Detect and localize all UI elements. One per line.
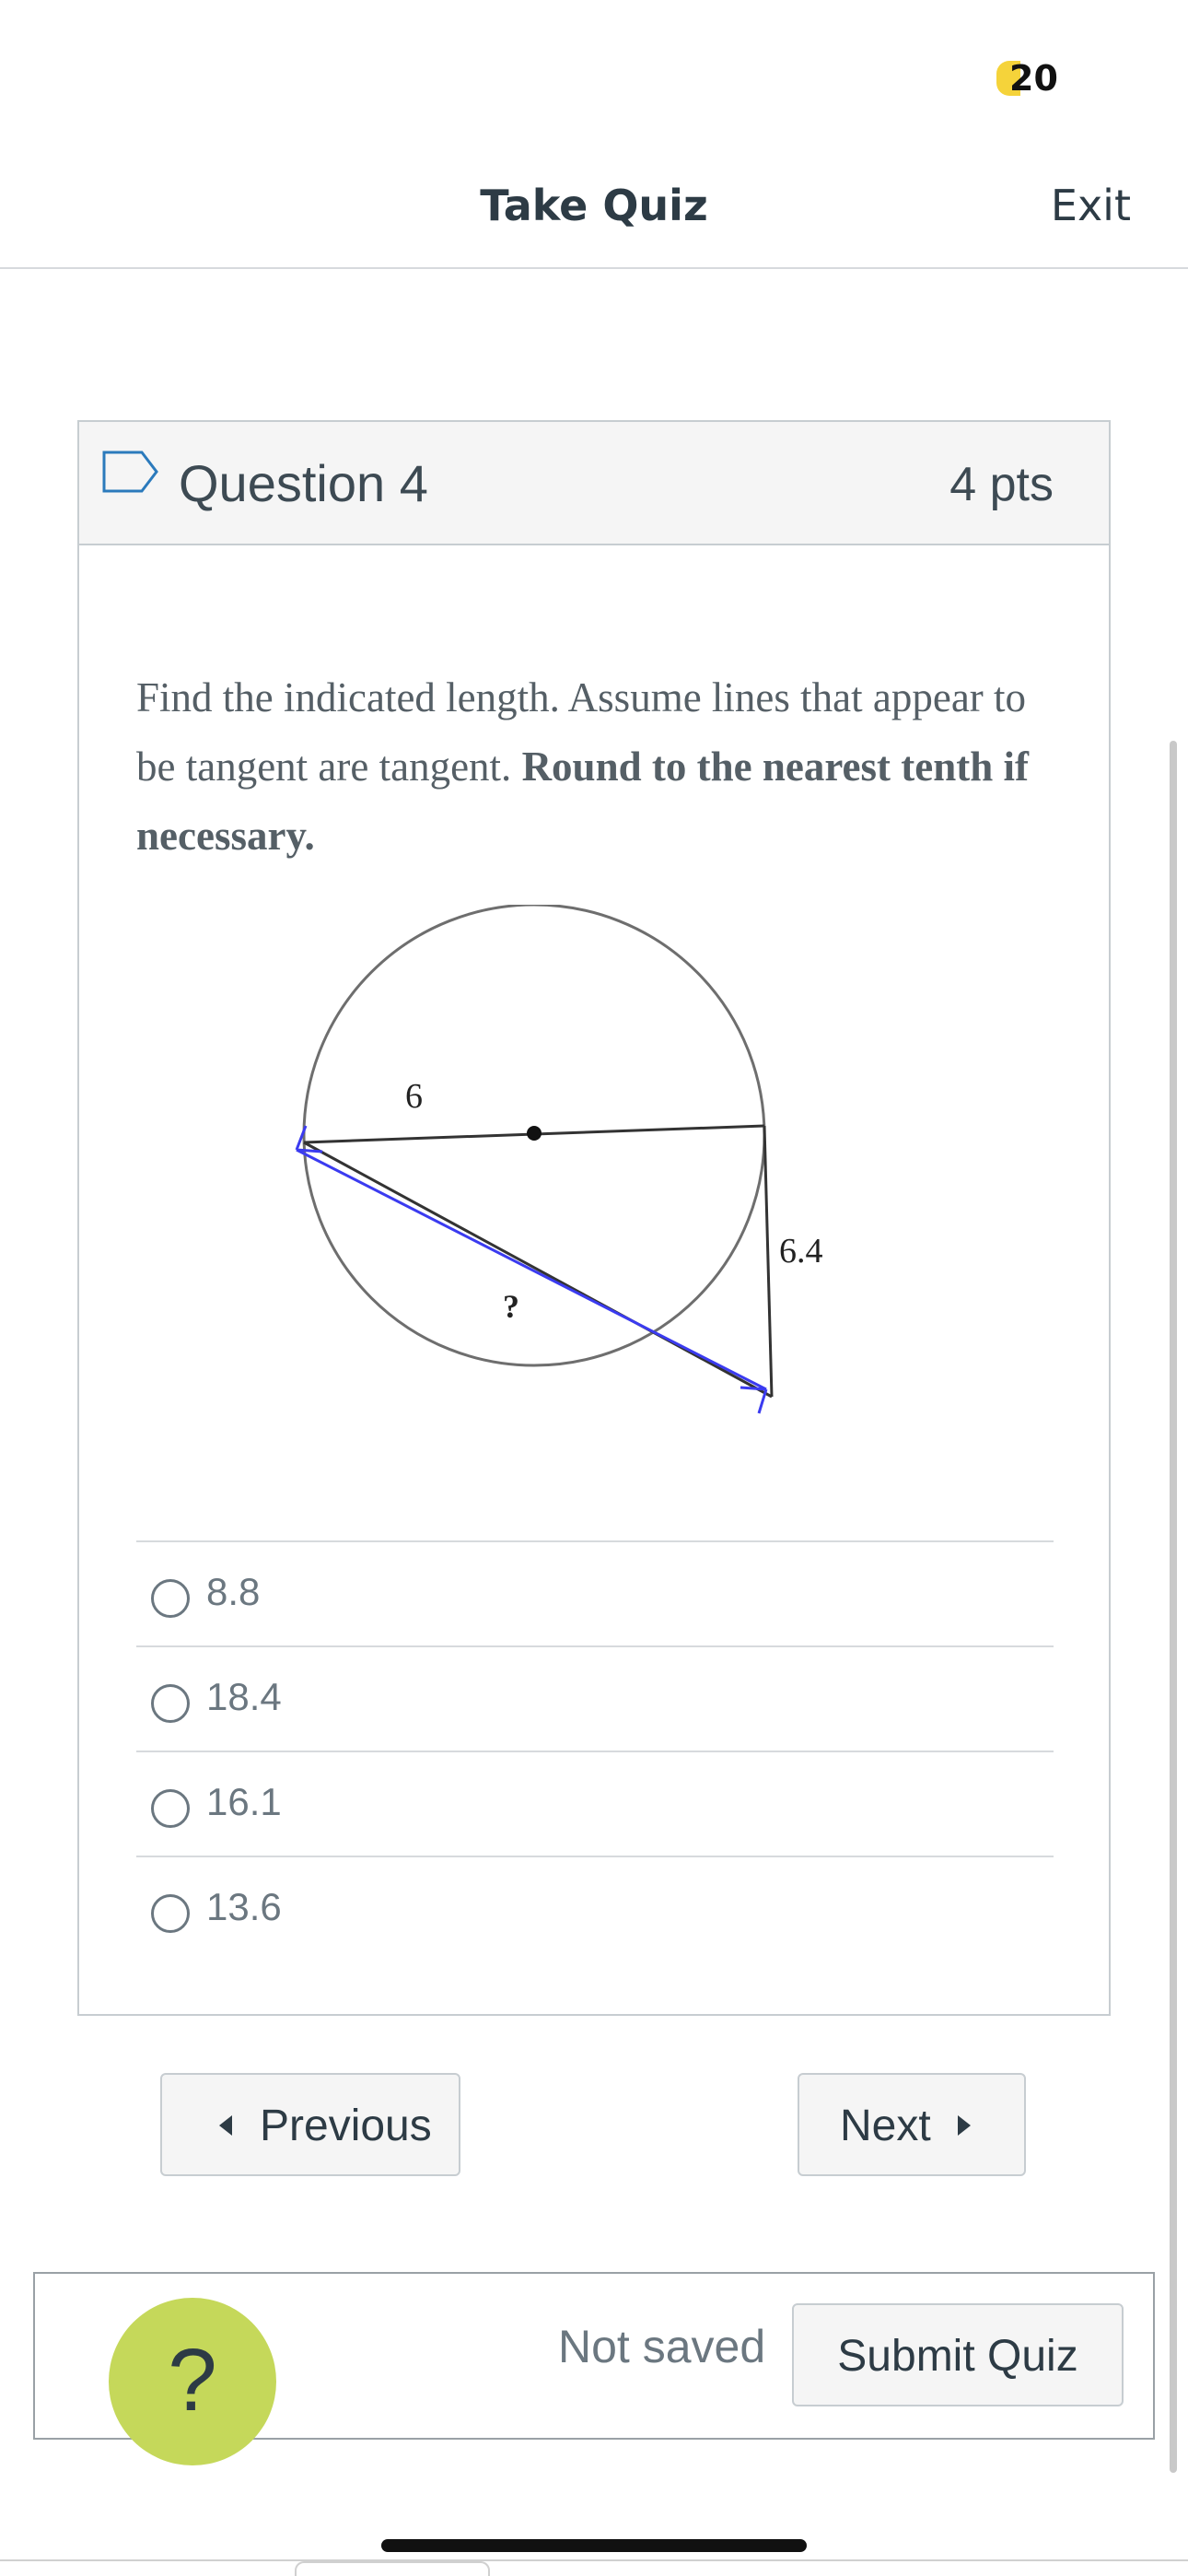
previous-button[interactable]: [160, 2073, 460, 2176]
flag-question-icon[interactable]: [101, 450, 160, 498]
diagram-tangent-arrow-start: [297, 1126, 322, 1152]
diagram-external-segment: [764, 1126, 772, 1397]
app-header: [0, 166, 1188, 269]
answer-list: [136, 1540, 1054, 1961]
answer-option[interactable]: [136, 1751, 1054, 1856]
diagram-secant: [304, 1142, 772, 1397]
answer-label: 13.6: [206, 1885, 282, 1928]
time-indicator: [996, 57, 1079, 100]
exit-button[interactable]: Exit: [1050, 181, 1131, 230]
scrollbar[interactable]: [1170, 741, 1177, 2473]
status-time: 20: [1009, 58, 1058, 99]
diagram-label-external: 6.4: [779, 1232, 823, 1270]
question-text-bold: Round to the nearest tenth if necessary.: [136, 744, 1029, 859]
answer-label: 18.4: [206, 1675, 282, 1718]
diagram-label-radius: 6: [405, 1077, 423, 1116]
answer-option[interactable]: [136, 1645, 1054, 1751]
question-points: 4 pts: [949, 458, 1054, 511]
next-button[interactable]: [798, 2073, 1026, 2176]
caret-right-icon: [958, 2115, 971, 2136]
radio-button[interactable]: [151, 1894, 190, 1933]
submit-label: Submit Quiz: [837, 2332, 1078, 2381]
question-prompt: [136, 663, 1066, 871]
question-title: Question 4: [179, 454, 428, 512]
answer-label: 16.1: [206, 1780, 282, 1823]
geometry-diagram: [254, 905, 862, 1454]
next-label: Next: [840, 2102, 931, 2150]
home-indicator[interactable]: [381, 2539, 807, 2552]
radio-button[interactable]: [151, 1789, 190, 1828]
submit-quiz-button[interactable]: [792, 2303, 1124, 2406]
diagram-center-point: [527, 1126, 542, 1141]
answer-option[interactable]: [136, 1856, 1054, 1961]
diagram-tangent-line: [297, 1150, 766, 1389]
help-button[interactable]: [109, 2298, 276, 2465]
caret-left-icon: [219, 2115, 232, 2136]
help-icon: ?: [168, 2331, 217, 2430]
page-title: Take Quiz: [480, 181, 708, 230]
question-text-plain: Find the indicated length. Assume lines that appear to be tangent are tangent.: [136, 674, 1027, 790]
previous-label: Previous: [260, 2102, 432, 2150]
save-status: Not saved: [558, 2321, 766, 2372]
answer-label: 8.8: [206, 1570, 261, 1613]
bottom-tab: [295, 2561, 490, 2576]
question-card: [77, 420, 1111, 2016]
diagram-label-unknown: ?: [503, 1288, 519, 1325]
question-header: [79, 422, 1109, 545]
radio-button[interactable]: [151, 1684, 190, 1723]
bottom-divider: [0, 2559, 1188, 2561]
radio-button[interactable]: [151, 1579, 190, 1618]
status-bar: [0, 0, 1188, 138]
answer-option[interactable]: [136, 1540, 1054, 1645]
